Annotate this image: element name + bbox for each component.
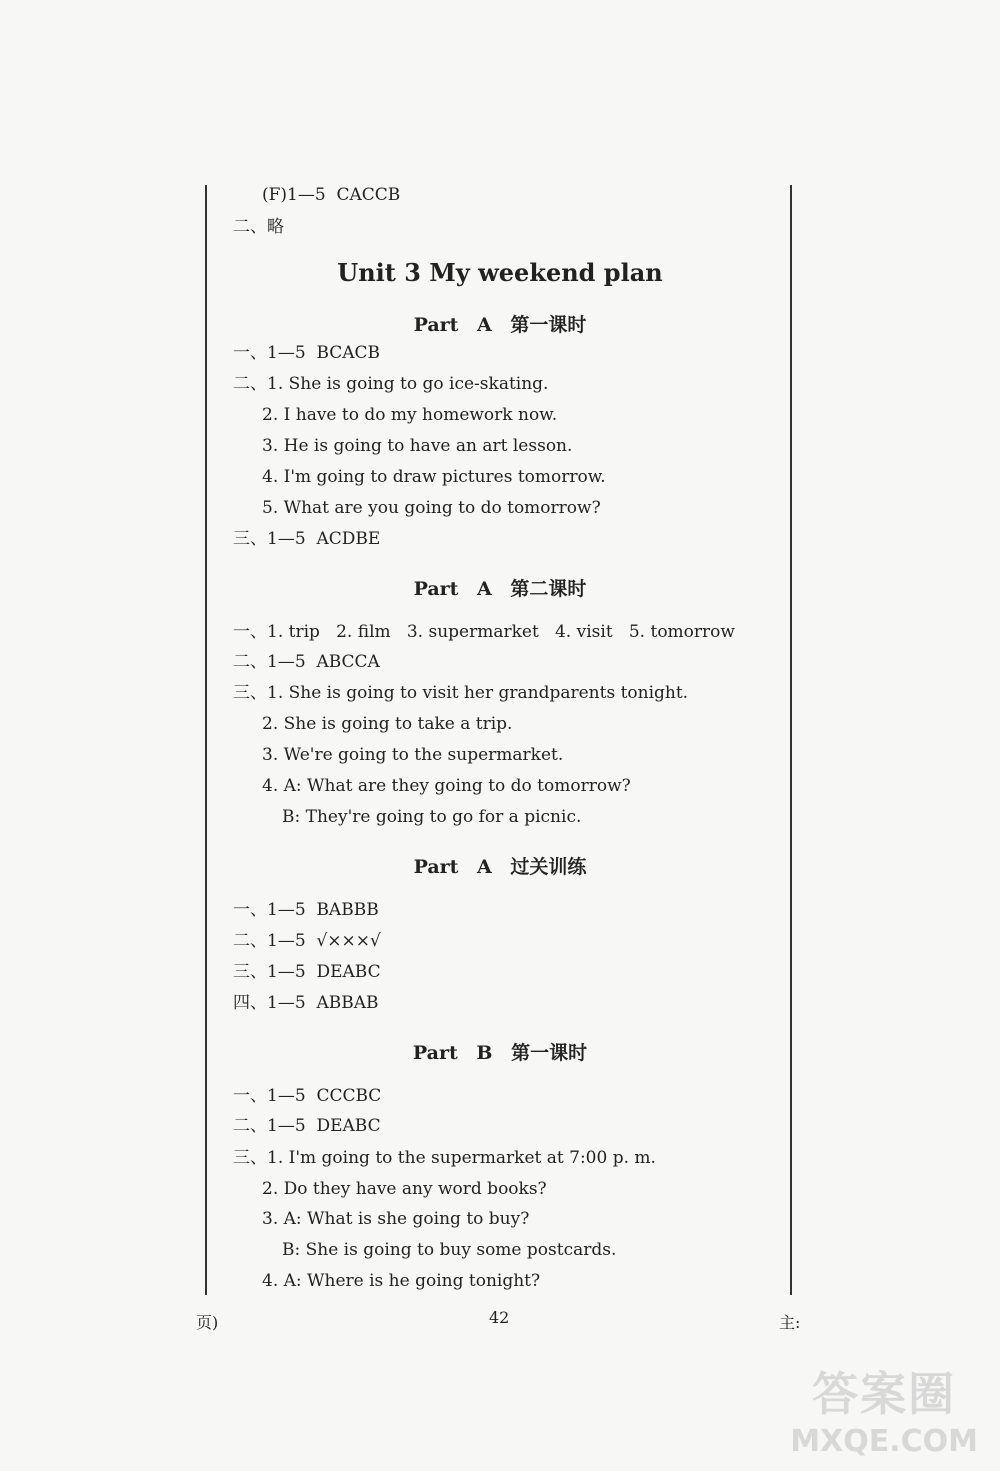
answer-line: 二、略 xyxy=(233,217,284,237)
answer-line: 二、1—5 DEABC xyxy=(233,1116,381,1136)
section-heading: Part A 过关训练 xyxy=(413,856,587,878)
answer-line: 三、1. I'm going to the supermarket at 7:00 p. m. xyxy=(233,1148,656,1168)
left-margin-rule xyxy=(205,185,207,1295)
answer-line: 2. She is going to take a trip. xyxy=(262,714,513,734)
section-heading: Part A 第二课时 xyxy=(413,578,587,600)
answer-line: 4. A: What are they going to do tomorrow? xyxy=(262,776,631,796)
footer-right-fragment: 主: xyxy=(779,1313,801,1332)
answer-line: 四、1—5 ABBAB xyxy=(233,993,379,1013)
answer-line: 一、1—5 BABBB xyxy=(233,900,379,920)
page-number: 42 xyxy=(489,1308,510,1327)
answer-line: 3. We're going to the supermarket. xyxy=(262,745,564,765)
answer-line: 二、1. She is going to go ice-skating. xyxy=(233,374,549,394)
site-watermark xyxy=(790,1358,978,1459)
section-heading: Part A 第一课时 xyxy=(413,314,587,336)
watermark-logo-text: 答案圈 xyxy=(812,1367,957,1421)
answer-line: B: They're going to go for a picnic. xyxy=(282,807,582,827)
answer-line: 2. I have to do my homework now. xyxy=(262,405,558,425)
answer-line: 2. Do they have any word books? xyxy=(262,1179,547,1199)
answer-line: 二、1—5 √×××√ xyxy=(233,931,381,951)
footer-left-fragment: 页) xyxy=(196,1313,219,1332)
answer-line: 一、1—5 BCACB xyxy=(233,343,381,363)
answer-line: 3. A: What is she going to buy? xyxy=(262,1209,530,1229)
section-heading: Part B 第一课时 xyxy=(412,1042,588,1064)
answer-line: 3. He is going to have an art lesson. xyxy=(262,436,573,456)
answer-line: 一、1. trip 2. film 3. supermarket 4. visit 5. tomorrow xyxy=(233,622,735,642)
answer-line: 三、1—5 ACDBE xyxy=(233,529,381,549)
answer-line: 4. A: Where is he going tonight? xyxy=(262,1271,541,1291)
watermark-url: MXQE.COM xyxy=(790,1424,978,1459)
answer-line: 三、1. She is going to visit her grandparents tonight. xyxy=(233,683,689,703)
answer-line: 4. I'm going to draw pictures tomorrow. xyxy=(262,467,606,487)
answer-line: 二、1—5 ABCCA xyxy=(233,652,380,672)
answer-line: 5. What are you going to do tomorrow? xyxy=(262,498,601,518)
answer-line: 一、1—5 CCCBC xyxy=(233,1086,382,1106)
unit-title: Unit 3 My weekend plan xyxy=(337,258,663,287)
answer-line: (F)1—5 CACCB xyxy=(262,185,401,205)
answer-line: 三、1—5 DEABC xyxy=(233,962,381,982)
answer-line: B: She is going to buy some postcards. xyxy=(282,1240,617,1260)
right-margin-rule xyxy=(790,185,792,1295)
